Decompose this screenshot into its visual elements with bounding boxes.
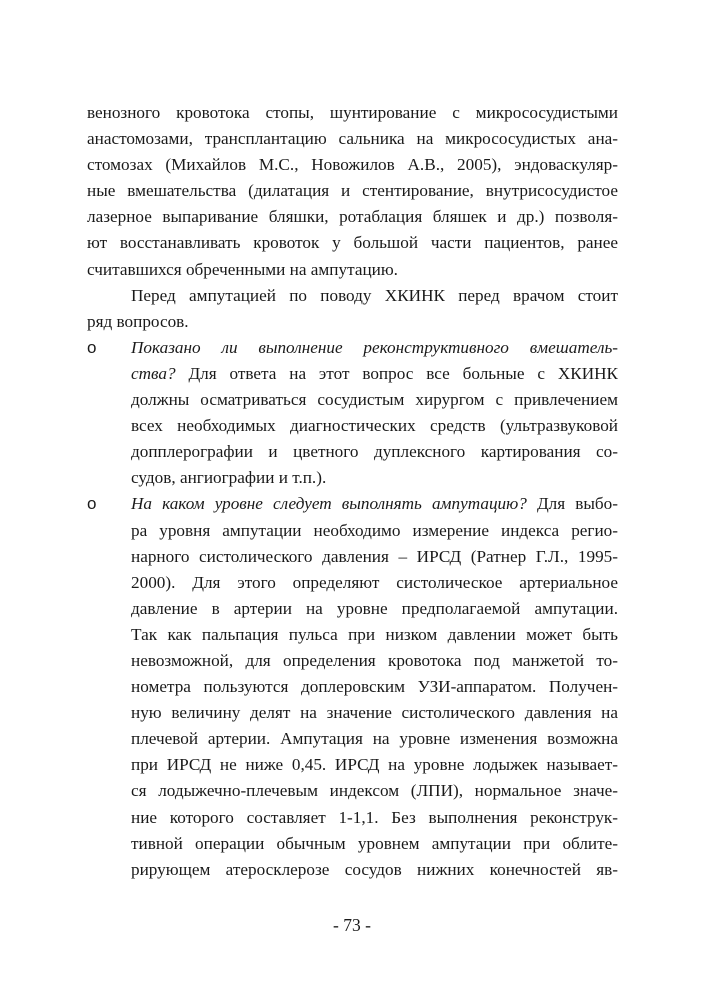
paragraph-2 [87,283,618,335]
text-line: судов, ангиографии и т.п.). [131,468,327,488]
text-line: ние которого составляет 1-1,1. Без выполнения реконструк- [131,807,618,827]
text-line: при ИРСД не ниже 0,45. ИРСД на уровне лодыжек называет- [131,755,618,775]
text-line: ную величину делят на значение систолического давления на [131,703,618,723]
bullet-icon: o [87,337,97,357]
text-line: давление в артерии на уровне предполагаемой ампутации. [131,598,618,618]
text-line [131,361,618,387]
paragraph-1 [87,100,618,283]
text-line: нометра пользуются доплеровским УЗИ-аппаратом. Получен- [131,677,618,697]
text-line: всех необходимых диагностических средств (ультразвуковой [131,416,618,436]
text-line: рирующем атеросклерозе сосудов нижних конечностей яв- [131,859,618,879]
answer-text: Для ответа на этот вопрос все больные с ХКИНК [175,363,618,383]
text-line: ся лодыжечно-плечевым индексом (ЛПИ), нормальное значе- [131,781,618,801]
list-item [87,491,618,882]
question-text: Показано ли выполнение реконструктивного вмешатель- [131,337,618,357]
text-line: считавшихся обреченными на ампутацию. [87,259,398,279]
text-line: должны осматриваться сосудистым хирургом с привлечением [131,390,618,410]
text-line: тивной операции обычным уровнем ампутации при облите- [131,833,618,853]
page-number: - 73 - [333,915,371,935]
text-line: ют восстанавливать кровоток у большой части пациентов, ранее [87,233,618,253]
text-line [131,491,618,517]
text-line: допплерографии и цветного дуплексного картирования со- [131,442,618,462]
text-line: 2000). Для этого определяют систолическое артериальное [131,572,618,592]
text-line: нарного систолического давления – ИРСД (Ратнер Г.Л., 1995- [131,546,618,566]
text-line: ряд вопросов. [87,311,189,331]
text-line: плечевой артерии. Ампутация на уровне изменения возможна [131,729,618,749]
text-line: стомозах (Михайлов М.С., Новожилов А.В., 2005), эндоваскуляр- [87,155,618,175]
bullet-icon: o [87,494,97,514]
text-line: ра уровня ампутации необходимо измерение индекса регио- [131,520,618,540]
text-line: лазерное выпаривание бляшки, ротаблация бляшек и др.) позволя- [87,207,618,227]
text-line [131,335,618,361]
text-line: Перед ампутацией по поводу ХКИНК перед врачом стоит [131,285,618,305]
text-line: ные вмешательства (дилатация и стентирование, внутрисосудистое [87,181,618,201]
text-line: анастомозами, трансплантацию сальника на микрососудистых ана- [87,129,618,149]
text-line: Так как пальпация пульса при низком давлении может быть [131,624,618,644]
list-item [87,335,618,492]
text-line: венозного кровотока стопы, шунтирование с микрососудистыми [87,103,618,122]
question-text: На каком уровне следует выполнять ампутацию? [131,494,527,514]
text-line: невозможной, для определения кровотока под манжетой то- [131,650,618,670]
question-text: ства? [131,363,176,383]
answer-text: Для выбо- [526,494,618,514]
page-body [87,100,618,883]
